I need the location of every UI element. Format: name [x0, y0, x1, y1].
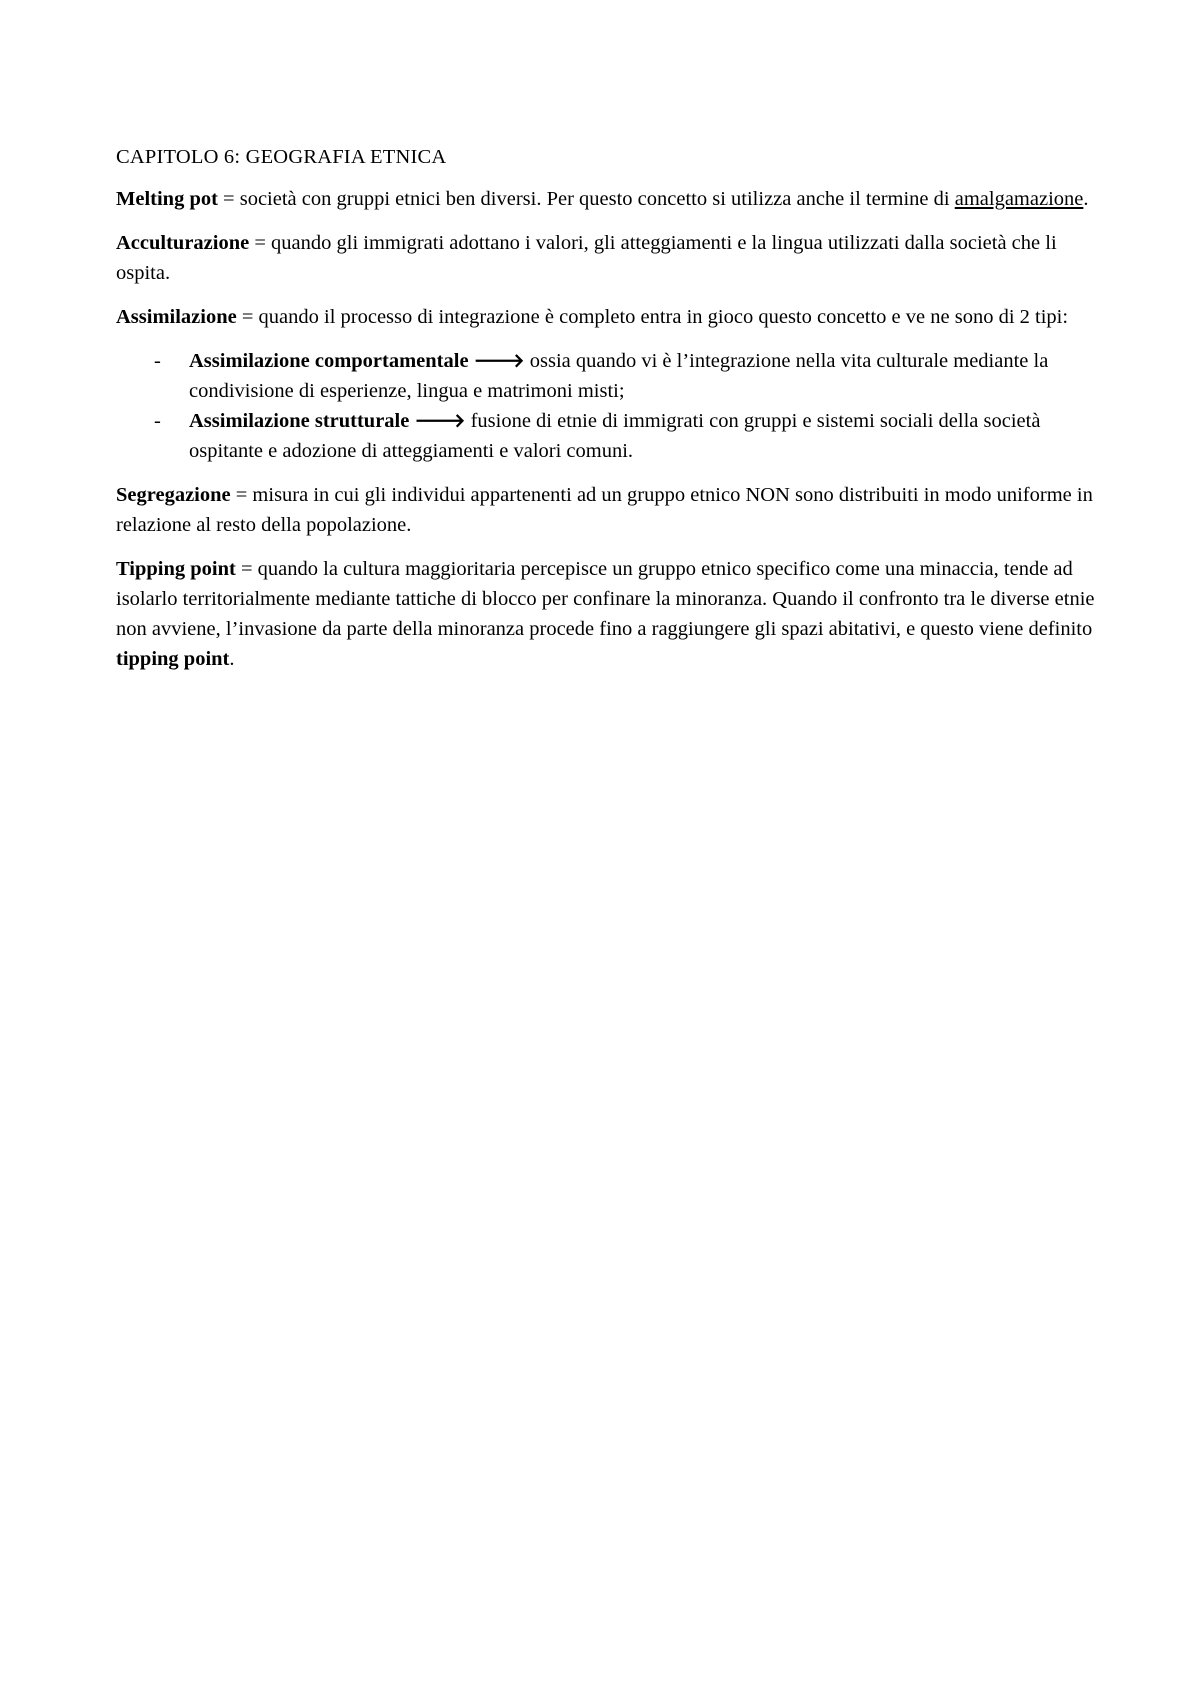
assimilazione-term: Assimilazione: [116, 306, 237, 328]
melting-pot-term: Melting pot: [116, 188, 218, 210]
dash-bullet: -: [154, 410, 161, 432]
bullet-term: Assimilazione strutturale: [189, 410, 410, 432]
tipping-point-term-end: tipping point: [116, 648, 230, 670]
acculturazione-term: Acculturazione: [116, 232, 250, 254]
assimilazione-definition: = quando il processo di integrazione è completo entra in gioco questo concetto e ve ne sono di 2 tipi:: [236, 306, 1069, 328]
assimilazione-types-list: [116, 346, 1096, 466]
list-item: [116, 406, 1096, 466]
amalgamazione-term: amalgamazione: [954, 188, 1084, 210]
assimilazione-paragraph: [116, 302, 1096, 332]
tipping-point-term: Tipping point: [116, 558, 236, 580]
melting-pot-end: .: [1083, 188, 1089, 210]
segregazione-term: Segregazione: [116, 484, 231, 506]
acculturazione-definition: = quando gli immigrati adottano i valori, gli atteggiamenti e la lingua utilizzati dalla società che li ospita.: [116, 232, 1057, 284]
right-arrow-icon: 🡒: [473, 350, 525, 372]
melting-pot-paragraph: [116, 184, 1096, 214]
bullet-text: fusione di etnie di immigrati con gruppi e sistemi sociali della società ospitante e adozione di atteggiamenti e valori comuni.: [189, 410, 1041, 462]
bullet-text: ossia quando vi è l’integrazione nella vita culturale mediante la condivisione di esperienze, lingua e matrimoni misti;: [189, 350, 1049, 402]
segregazione-definition: = misura in cui gli individui appartenenti ad un gruppo etnico NON sono distribuiti in modo uniforme in relazione al resto della popolazione.: [116, 484, 1093, 536]
right-arrow-icon: 🡒: [414, 410, 466, 432]
dash-bullet: -: [154, 350, 161, 372]
melting-pot-definition: = società con gruppi etnici ben diversi. Per questo concetto si utilizza anche il termine di: [217, 188, 955, 210]
acculturazione-paragraph: [116, 228, 1096, 288]
chapter-title: CAPITOLO 6: GEOGRAFIA ETNICA: [116, 146, 447, 168]
bullet-term: Assimilazione comportamentale: [189, 350, 469, 372]
list-item: [116, 346, 1096, 406]
tipping-point-end: .: [229, 648, 235, 670]
document-page: [116, 142, 1096, 688]
tipping-point-paragraph: [116, 554, 1096, 674]
tipping-point-definition: = quando la cultura maggioritaria percepisce un gruppo etnico specifico come una minaccia, tende ad isolarlo territorialmente mediante tattiche di blocco per confinare la minoranza. Quando il confronto tra le diverse etnie non avviene, l’invasione da parte della minoranza procede fino a raggiungere gli spazi abitativi, e questo viene definito: [116, 558, 1095, 640]
segregazione-paragraph: [116, 480, 1096, 540]
